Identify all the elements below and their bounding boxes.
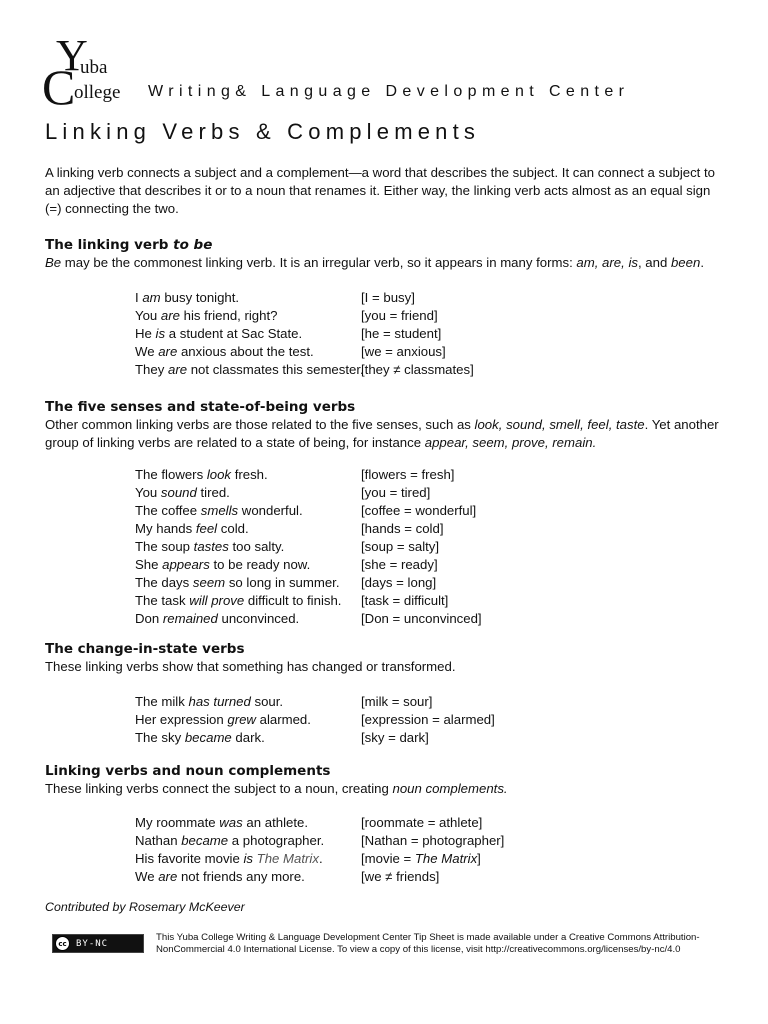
text-run: [days = long] (361, 575, 437, 590)
text-run: The sky (135, 730, 185, 745)
italic-run: will prove (189, 593, 245, 608)
italic-run: are (160, 308, 180, 323)
logo-letter-y: Y (56, 31, 88, 80)
text-run: [Don = unconvinced] (361, 611, 482, 626)
example-row (135, 307, 585, 325)
text-run: [expression = alarmed] (361, 712, 495, 727)
text-run: His favorite movie (135, 851, 244, 866)
section-heading: Linking verbs and noun complements (45, 763, 331, 779)
text-run: difficult to finish. (244, 593, 342, 608)
examples-list (135, 289, 585, 379)
italic-run: is (155, 326, 166, 341)
cc-license-badge[interactable] (52, 934, 144, 953)
example-equation (361, 538, 439, 556)
text-run: These linking verbs connect the subject to a noun, creating (45, 781, 393, 796)
text-run: My roommate (135, 815, 220, 830)
text-run: You (135, 485, 161, 500)
italic-run: am (142, 290, 161, 305)
example-row (135, 693, 585, 711)
text-run: [coffee = wonderful] (361, 503, 477, 518)
example-sentence (135, 832, 324, 850)
example-row (135, 610, 585, 628)
section-change-in-state (45, 640, 735, 676)
example-row (135, 711, 585, 729)
example-row (135, 850, 585, 868)
italic-run: The Matrix (414, 851, 478, 866)
page-title: Linking Verbs & Complements (45, 119, 481, 144)
example-equation (361, 307, 438, 325)
italic-run: grew (227, 712, 256, 727)
example-sentence (135, 361, 364, 379)
text-run: a student at Sac State. (165, 326, 303, 341)
italic-run: noun complements. (392, 781, 508, 796)
example-sentence (135, 574, 340, 592)
text-run: fresh. (231, 467, 268, 482)
example-equation (361, 592, 448, 610)
italic-run: remained (162, 611, 218, 626)
text-run: . (700, 255, 704, 270)
example-row (135, 868, 585, 886)
text-run: You (135, 308, 161, 323)
text-run: tired. (196, 485, 230, 500)
text-run: Don (135, 611, 163, 626)
italic-run: smells (200, 503, 239, 518)
example-equation (361, 289, 415, 307)
italic-run: seem (192, 575, 226, 590)
text-run: Nathan (135, 833, 182, 848)
italic-run: became (181, 833, 229, 848)
text-run: [she = ready] (361, 557, 438, 572)
text-run: We (135, 869, 159, 884)
intro-paragraph: A linking verb connects a subject and a complement—a word that describes the subject. It can connect a subject to an adjective that describes it or to a noun that renames it. Either way, the linking verb acts almost as an equal sign (=) connecting the two. (45, 165, 716, 216)
example-equation (361, 832, 504, 850)
example-sentence (135, 520, 249, 538)
example-sentence (135, 850, 323, 868)
example-sentence (135, 556, 310, 574)
example-equation (361, 325, 441, 343)
example-sentence (135, 466, 268, 484)
italic-run: been (670, 255, 701, 270)
text-run: . Yet another group of linking verbs are related to a state of being, for instance (45, 417, 719, 450)
text-run: too salty. (228, 539, 285, 554)
text-run: [soup = salty] (361, 539, 440, 554)
example-equation (361, 361, 474, 379)
text-run: [task = difficult] (361, 593, 449, 608)
text-run: [they ≠ classmates] (361, 362, 474, 377)
italic-run: look (206, 467, 232, 482)
text-run: The task (135, 593, 190, 608)
text-run: [hands = cold] (361, 521, 444, 536)
text-run: dark. (231, 730, 265, 745)
cc-icon: cc (55, 936, 70, 951)
example-sentence (135, 592, 341, 610)
section-noun-complements (45, 762, 735, 798)
italic-run: feel (195, 521, 218, 536)
italic-run: was (219, 815, 243, 830)
example-sentence (135, 307, 277, 325)
text-run: [you = tired] (361, 485, 431, 500)
italic-run: is (243, 851, 253, 866)
cc-badge-label: BY-NC (76, 938, 109, 949)
section-heading: The five senses and state-of-being verbs (45, 399, 356, 415)
text-run: [flowers = fresh] (361, 467, 455, 482)
license-text: This Yuba College Writing & Language Development Center Tip Sheet is made available under a Creative Commons Attribution-NonCommercial 4.0 International License. To view a copy of this license, visit http://creativecommons.org/licenses/by-nc/4.0 (156, 932, 700, 955)
example-sentence (135, 693, 283, 711)
text-run: [we ≠ friends] (361, 869, 440, 884)
italic-run: appear, seem, prove, remain. (424, 435, 597, 450)
section-heading: The change-in-state verbs (45, 641, 245, 657)
example-row (135, 538, 585, 556)
examples-list (135, 466, 585, 628)
italic-run: are (167, 362, 188, 377)
text-run: [you = friend] (361, 308, 438, 323)
example-equation (361, 343, 446, 361)
text-run: an athlete. (242, 815, 308, 830)
example-sentence (135, 538, 284, 556)
text-run: . (318, 851, 323, 866)
text-run: We (135, 344, 159, 359)
italic-run: are (158, 869, 178, 884)
text-run: These linking verbs show that something has changed or transformed. (45, 659, 456, 674)
example-equation (361, 729, 429, 747)
example-row (135, 814, 585, 832)
italic-run: Be (45, 255, 62, 270)
text-run: , and (637, 255, 671, 270)
italic-run: appears (162, 557, 210, 572)
text-run: not classmates this semester. (187, 362, 364, 377)
example-equation (361, 814, 482, 832)
text-run: unconvinced. (217, 611, 300, 626)
example-sentence (135, 289, 239, 307)
example-row (135, 592, 585, 610)
text-run: [we = anxious] (361, 344, 446, 359)
text-run: [movie = (361, 851, 415, 866)
text-run: [milk = sour] (361, 694, 433, 709)
example-sentence (135, 729, 265, 747)
section-description (45, 658, 735, 676)
text-run: The coffee (135, 503, 201, 518)
example-equation (361, 466, 454, 484)
example-equation (361, 556, 438, 574)
text-run: The milk (135, 694, 189, 709)
example-equation (361, 574, 436, 592)
text-run: [Nathan = photographer] (361, 833, 505, 848)
italic-run: became (184, 730, 232, 745)
text-run: They (135, 362, 168, 377)
example-row (135, 729, 585, 747)
text-run: The soup (135, 539, 194, 554)
example-equation (361, 868, 439, 886)
section-description (45, 254, 735, 272)
credit-line: Contributed by Rosemary McKeever (45, 900, 245, 914)
example-row (135, 502, 585, 520)
example-sentence (135, 814, 308, 832)
yuba-college-logo (42, 31, 144, 115)
example-equation (361, 484, 430, 502)
text-run: Her expression (135, 712, 228, 727)
example-row (135, 289, 585, 307)
example-row (135, 832, 585, 850)
text-run: so long in summer. (225, 575, 340, 590)
example-row (135, 361, 585, 379)
text-run: not friends any more. (177, 869, 305, 884)
text-run: [I = busy] (361, 290, 415, 305)
heading-text: The linking verb (45, 237, 174, 253)
example-equation (361, 502, 476, 520)
italic-run: has turned (188, 694, 251, 709)
example-equation (361, 711, 495, 729)
text-run: My hands (135, 521, 196, 536)
example-equation (361, 610, 482, 628)
italic-run: are (158, 344, 178, 359)
logo-text-ollege: ollege (74, 82, 121, 103)
text-run: I (135, 290, 143, 305)
example-equation (361, 693, 432, 711)
text-run: [roommate = athlete] (361, 815, 483, 830)
text-run: his friend, right? (179, 308, 278, 323)
text-run: anxious about the test. (177, 344, 314, 359)
text-run: The days (135, 575, 193, 590)
section-to-be (45, 236, 735, 272)
example-sentence (135, 610, 299, 628)
example-sentence (135, 711, 311, 729)
heading-italic-text: to be (173, 237, 213, 253)
text-run: [sky = dark] (361, 730, 429, 745)
text-run: The flowers (135, 467, 207, 482)
example-sentence (135, 868, 305, 886)
section-five-senses (45, 398, 735, 452)
example-sentence (135, 484, 230, 502)
text-run: [he = student] (361, 326, 442, 341)
italic-run: sound (160, 485, 197, 500)
example-row (135, 343, 585, 361)
text-run: She (135, 557, 163, 572)
example-equation (361, 520, 443, 538)
example-sentence (135, 343, 314, 361)
text-run: wonderful. (238, 503, 303, 518)
example-row (135, 325, 585, 343)
logo-text-uba: uba (80, 57, 108, 78)
example-equation (361, 850, 481, 868)
examples-list (135, 814, 585, 886)
example-sentence (135, 325, 302, 343)
example-row (135, 484, 585, 502)
text-run: cold. (217, 521, 249, 536)
italic-run: am, are, is (576, 255, 638, 270)
italic-run: look, sound, smell, feel, taste (474, 417, 645, 432)
italic-run: tastes (193, 539, 229, 554)
text-run: He (135, 326, 156, 341)
center-name: Writing& Language Development Center (148, 83, 630, 100)
logo-letter-c: C (42, 59, 76, 115)
text-run: Other common linking verbs are those related to the five senses, such as (45, 417, 475, 432)
italic-run: The Matrix (256, 851, 319, 866)
section-heading (45, 236, 735, 254)
text-run: ] (477, 851, 481, 866)
text-run: a photographer. (228, 833, 325, 848)
section-description (45, 416, 735, 452)
text-run: alarmed. (255, 712, 311, 727)
section-description (45, 780, 735, 798)
text-run: may be the commonest linking verb. It is an irregular verb, so it appears in many forms: (61, 255, 577, 270)
example-row (135, 574, 585, 592)
example-row (135, 466, 585, 484)
text-run: busy tonight. (160, 290, 240, 305)
text-run: to be ready now. (209, 557, 311, 572)
example-row (135, 556, 585, 574)
text-run: sour. (250, 694, 284, 709)
example-row (135, 520, 585, 538)
example-sentence (135, 502, 303, 520)
examples-list (135, 693, 585, 747)
